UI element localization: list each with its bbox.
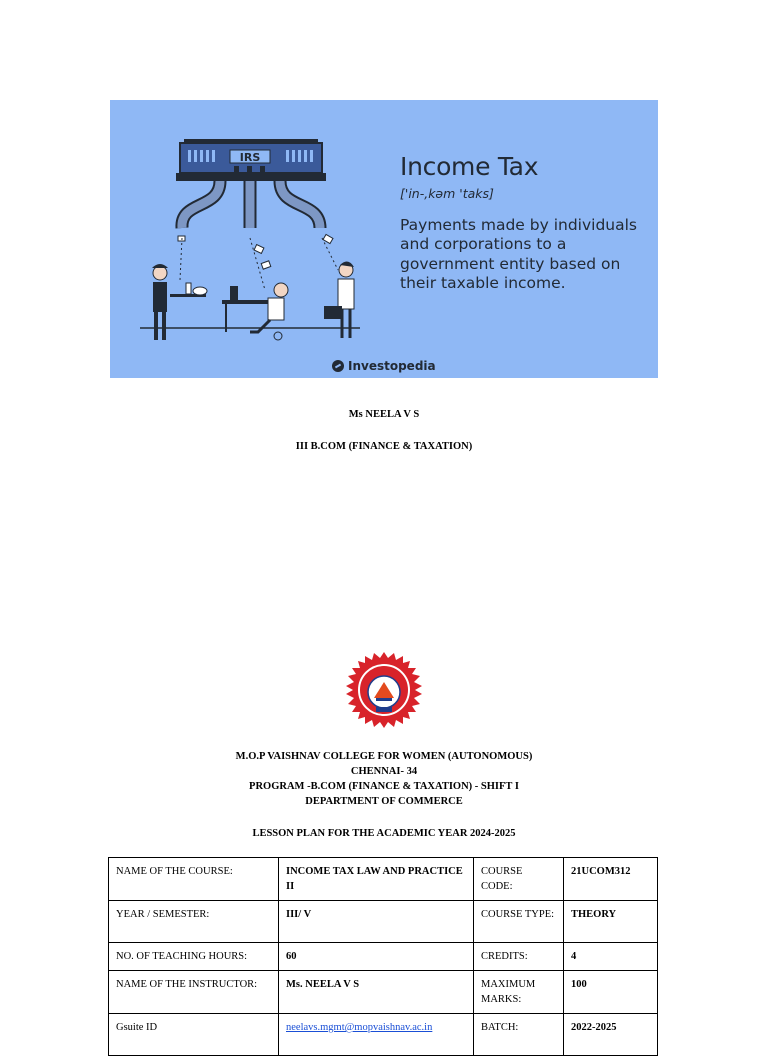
program-name: PROGRAM -B.COM (FINANCE & TAXATION) - SHIFT I [249,781,519,792]
table-cell: 2022-2025 [564,1014,658,1056]
banner-definition: Payments made by individuals and corporations to a government entity based on their taxable income. [400,216,637,293]
table-row [109,943,658,971]
gsuite-email-link[interactable]: neelavs.mgmt@mopvaishnav.ac.in [279,1014,474,1056]
table-row [109,901,658,943]
brand-name: Investopedia [348,359,436,373]
table-cell: 21UCOM312 [564,858,658,901]
table-cell: YEAR / SEMESTER: [109,901,279,943]
table-cell: NAME OF THE INSTRUCTOR: [109,971,279,1014]
table-row [109,858,658,901]
department-name: DEPARTMENT OF COMMERCE [305,796,463,807]
table-cell: Ms. NEELA V S [279,971,474,1014]
table-cell: Gsuite ID [109,1014,279,1056]
table-cell: COURSE TYPE: [474,901,564,943]
table-row [109,1014,658,1056]
college-seal-icon [346,652,422,728]
lesson-plan-heading: LESSON PLAN FOR THE ACADEMIC YEAR 2024-2025 [252,828,516,839]
author-class: III B.COM (FINANCE & TAXATION) [295,441,473,452]
irs-sign: IRS [239,151,261,164]
table-cell: BATCH: [474,1014,564,1056]
banner-pronunciation: ['in-,kəm 'taks] [400,186,494,201]
table-cell: INCOME TAX LAW AND PRACTICE II [279,858,474,901]
table-cell: 4 [564,943,658,971]
table-cell: 60 [279,943,474,971]
banner-title: Income Tax [400,152,539,181]
investopedia-logo [332,359,436,373]
table-cell: III/ V [279,901,474,943]
college-name: M.O.P VAISHNAV COLLEGE FOR WOMEN (AUTONOMOUS) [235,751,533,762]
income-tax-banner [110,100,658,378]
table-cell: NAME OF THE COURSE: [109,858,279,901]
table-cell: CREDITS: [474,943,564,971]
table-cell: MAXIMUM MARKS: [474,971,564,1014]
table-cell: THEORY [564,901,658,943]
table-row [109,971,658,1014]
course-details-table [108,857,658,1056]
author-name: Ms NEELA V S [348,409,420,420]
table-cell: COURSE CODE: [474,858,564,901]
table-cell: NO. OF TEACHING HOURS: [109,943,279,971]
college-city: CHENNAI- 34 [350,766,418,777]
table-cell: 100 [564,971,658,1014]
investopedia-icon [332,360,344,372]
